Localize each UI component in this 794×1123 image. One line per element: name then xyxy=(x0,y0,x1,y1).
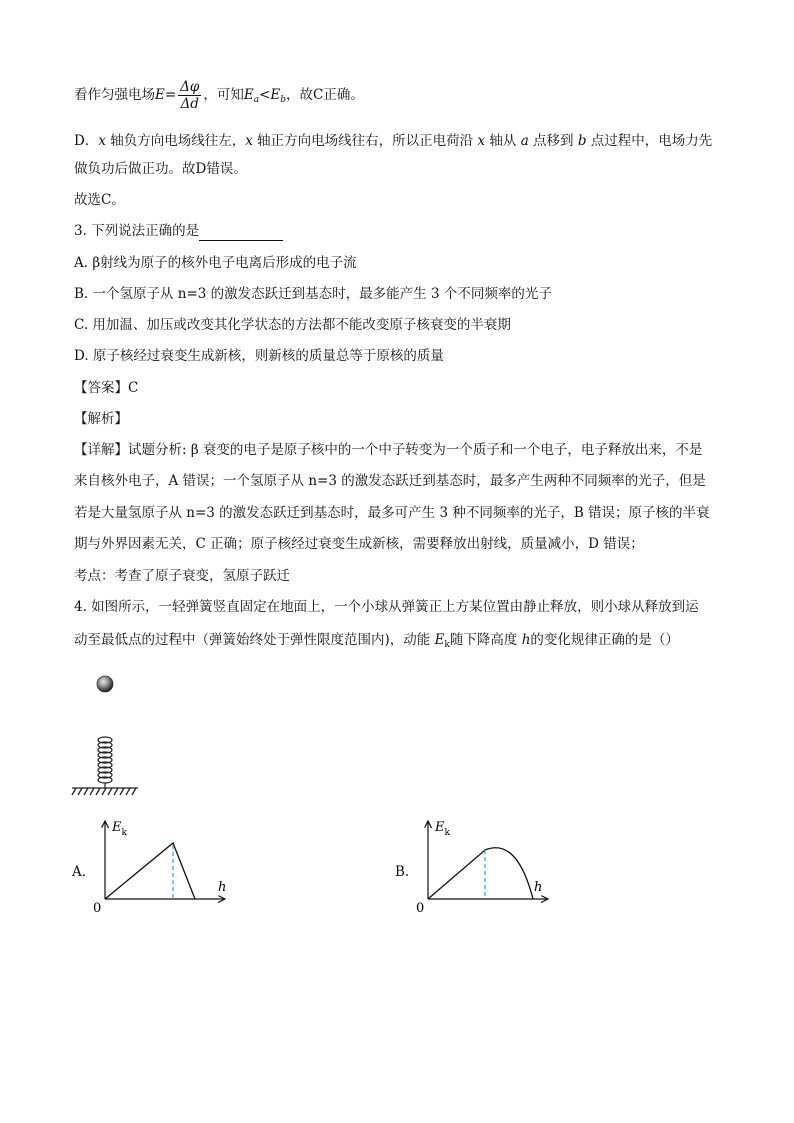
graph-a-origin: 0 xyxy=(93,901,102,916)
graph-a-y-label: $E_k$ xyxy=(112,820,127,838)
q3-detail-2: 来自核外电子，A 错误；一个氢原子从 n=3 的激发态跃迁到基态时，最多产生两种不同频率的光子，但是 xyxy=(74,473,706,489)
ground-icon xyxy=(72,788,138,795)
text-line-4: 故选C。 xyxy=(74,192,125,208)
spring-icon xyxy=(98,737,112,788)
q3-option-b: B. 一个氢原子从 n=3 的激发态跃迁到基态时，最多能产生 3 个不同频率的光子 xyxy=(74,286,552,302)
graph-b xyxy=(413,815,563,920)
q3-option-c: C. 用加温、加压或改变其化学状态的方法都不能改变原子核衰变的半衰期 xyxy=(74,317,511,333)
q4-stem-line-1: 4. 如图所示，一轻弹簧竖直固定在地面上，一个小球从弹簧正上方某位置由静止释放，则小球从释放到运 xyxy=(74,599,699,615)
text-line-1: 看作匀强电场E= $\frac{\Delta\varphi}{\Delta d}$ ，可知$E_a<E_b$，故C正确。 xyxy=(74,79,364,112)
q3-detail-3: 若是大量氢原子从 n=3 的激发态跃迁到基态时，最多可产生 3 种不同频率的光子，B 错误；原子核的半衰 xyxy=(74,505,710,521)
graph-b-x-label: h xyxy=(534,880,543,895)
graph-b-y-label: $E_k$ xyxy=(435,820,450,838)
graph-a xyxy=(90,815,240,920)
q3-analysis: 【解析】 xyxy=(74,411,128,427)
graph-b-option-label: B. xyxy=(395,864,410,880)
graph-b-curve xyxy=(428,848,533,899)
q3-point: 考点：考查了原子衰变，氢原子跃迁 xyxy=(74,568,290,584)
graph-a-curve xyxy=(105,843,195,899)
q3-option-d: D. 原子核经过衰变生成新核，则新核的质量总等于原核的质量 xyxy=(74,348,444,364)
answer-blank xyxy=(199,226,283,241)
graph-a-x-label: h xyxy=(218,880,227,895)
graph-b-origin: 0 xyxy=(416,901,425,916)
graph-a-option-label: A. xyxy=(72,864,87,880)
text-line-2: D．x 轴负方向电场线往左，x 轴正方向电场线往右，所以正电荷沿 x 轴从 a 点移到 b 点过程中，电场力先 xyxy=(74,133,713,149)
spring-ball-figure xyxy=(60,668,150,803)
q4-stem-line-2: 动至最低点的过程中（弹簧始终处于弹性限度范围内)，动能 $E_k$随下降高度 h的变化规律正确的是（） xyxy=(74,632,679,650)
ball-icon xyxy=(97,676,113,692)
q3-answer: 【答案】C xyxy=(74,380,139,396)
fraction-delta-phi-over-delta-d: $\frac{\Delta\varphi}{\Delta d}$ xyxy=(180,79,200,112)
text-line-3: 做负功后做正功。故D错误。 xyxy=(74,161,247,177)
q3-option-a: A. β射线为原子的核外电子电离后形成的电子流 xyxy=(74,255,357,271)
q3-detail-4: 期与外界因素无关，C 正确；原子核经过衰变生成新核，需要释放出射线，质量减小，D 错误； xyxy=(74,536,644,552)
q3-stem: 3. 下列说法正确的是 xyxy=(74,221,283,241)
q3-detail-1: 【详解】试题分析: β 衰变的电子是原子核中的一个中子转变为一个质子和一个电子，电子释放出来，不是 xyxy=(74,442,703,458)
